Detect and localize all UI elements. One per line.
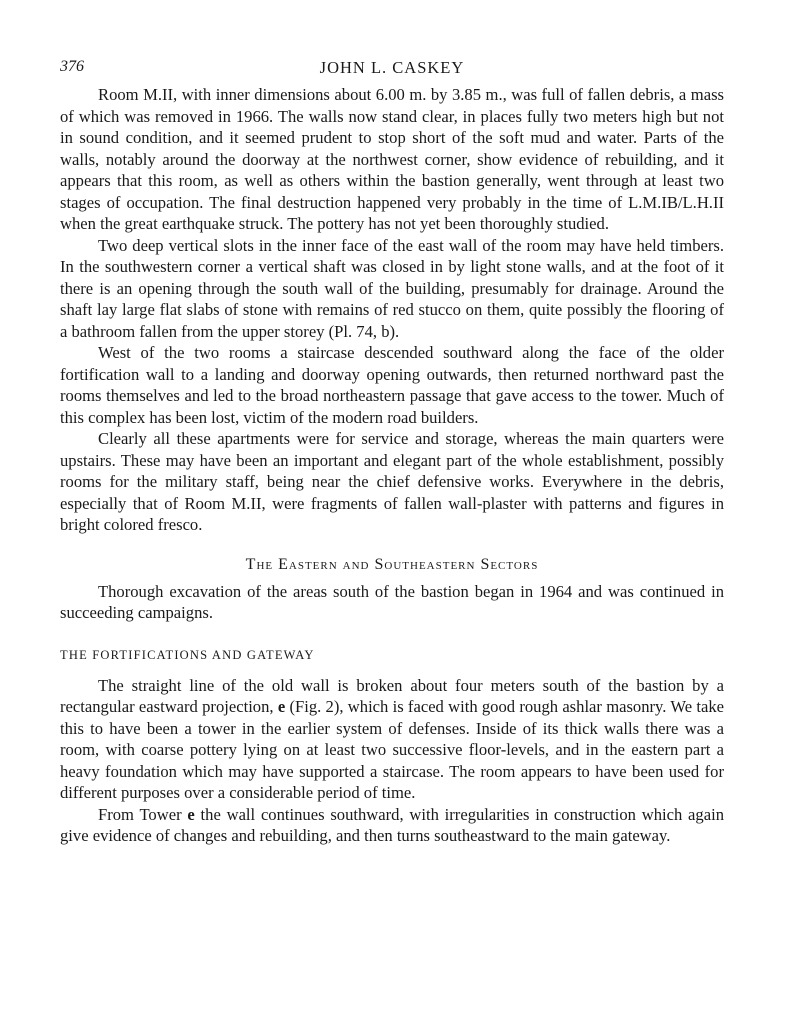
tower-label: e	[277, 697, 286, 716]
tower-label: e	[187, 804, 195, 824]
paragraph-text: the wall continues southward, with irregularities in construction which again give evidence of changes and rebuilding, and then turns southeastward to the main gateway.	[60, 804, 724, 845]
paragraph-text: The straight line of the old wall is broken about four meters south of the bastion by a rectangular eastward projection,	[60, 675, 724, 716]
paragraph-vertical-slots: Two deep vertical slots in the inner face of the east wall of the room may have held timbers. In the southwestern corner a vertical shaft was closed in by light stone walls, and at the foot of it there is an opening through the south wall of the building, presumably for drainage. Around the shaft lay large flat slabs of stone with remains of red stucco on them, quite possibly the flooring of a bathroom fallen from the upper storey (Pl. 74, b).	[60, 235, 724, 341]
paragraph-section-intro: Thorough excavation of the areas south of the bastion began in 1964 and was continued in succeeding campaigns.	[60, 581, 724, 622]
paragraph-text: (Fig. 2), which is faced with good rough ashlar masonry. We take this to have been a tower in the earlier system of defenses. Inside of its thick walls there was a room, with coarse pottery lying on at least two successive floor-levels, and in the eastern part a heavy foundation which may have supported a staircase. The room appears to have been used for different purposes over a considerable period of time.	[60, 697, 724, 802]
running-head: JOHN L. CASKEY	[319, 58, 465, 77]
paragraph-staircase: West of the two rooms a staircase descended southward along the face of the older fortification wall to a landing and doorway opening outwards, then returned northward past the rooms themselves and led to the broad northeastern passage that gave access to the tower. Much of this complex has been lost, victim of the modern road builders.	[60, 343, 724, 427]
paragraph-fortifications	[60, 675, 724, 804]
page-header	[60, 54, 724, 84]
paragraph-text: From Tower	[98, 804, 188, 824]
paragraph-apartments: Clearly all these apartments were for service and storage, whereas the main quarters were upstairs. These may have been an important and elegant part of the whole establishment, possibly rooms for the military staff, being near the chief defensive works. Everywhere in the debris, especially that of Room M.II, were fragments of fallen wall-plaster with patterns and figures in bright colored fresco.	[60, 429, 724, 534]
subsection-heading: THE FORTIFICATIONS AND GATEWAY	[60, 647, 315, 662]
paragraph-room-m2: Room M.II, with inner dimensions about 6.00 m. by 3.85 m., was full of fallen debris, a mass of which was removed in 1966. The walls now stand clear, in places fully two meters high but not in sound condition, and it seemed prudent to stop short of the soft mud and water. Parts of the walls, notably around the doorway at the northwest corner, show evidence of rebuilding, and it appears that this room, as well as others within the bastion generally, went through at least two stages of occupation. The final destruction happened very probably in the time of L.M.IB/L.H.II when the great earthquake struck. The pottery has not yet been thoroughly studied.	[60, 85, 724, 233]
section-heading: The Eastern and Southeastern Sectors	[245, 555, 539, 573]
paragraph-tower-e	[60, 804, 724, 847]
page-number: 376	[60, 58, 84, 75]
page	[60, 54, 724, 847]
